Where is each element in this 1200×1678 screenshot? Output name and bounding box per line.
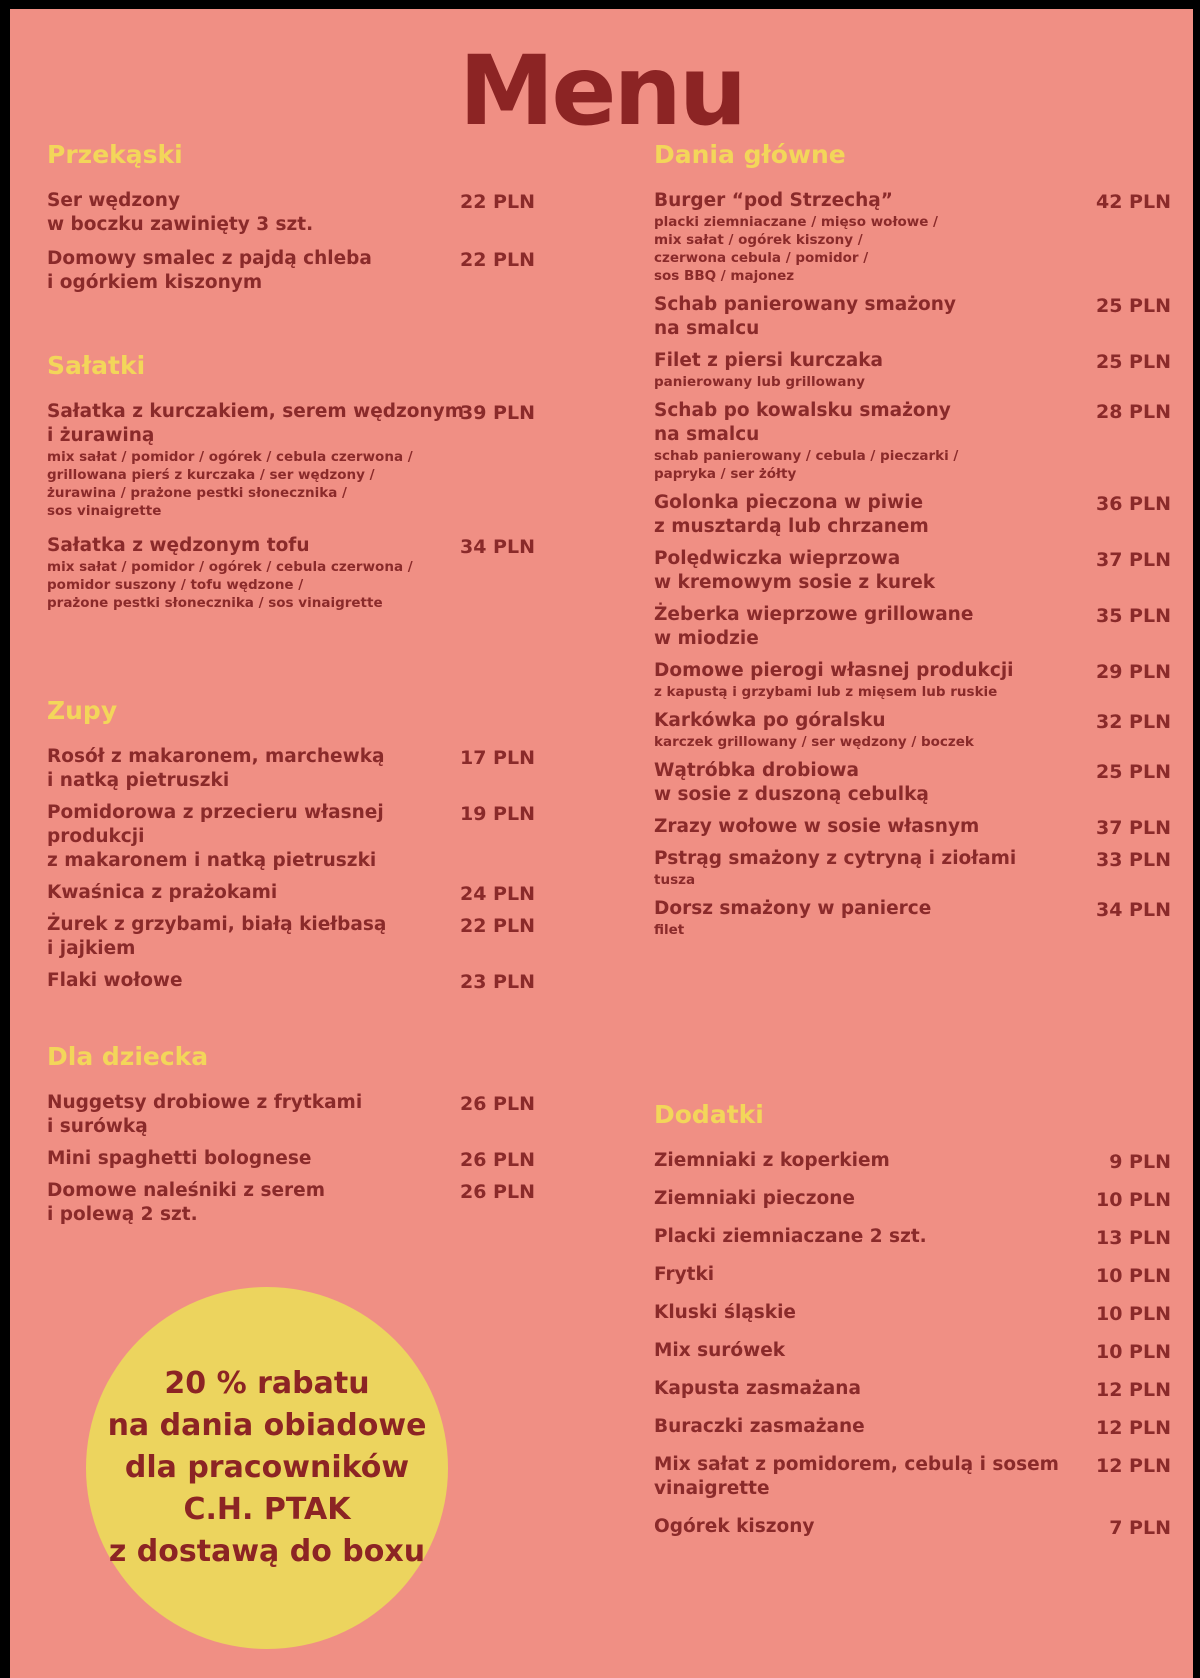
item-description: panierowany lub grillowany [654, 374, 865, 390]
menu-item [47, 400, 567, 520]
item-price: 12 PLN [1096, 1455, 1171, 1477]
menu-item [654, 1187, 1169, 1211]
item-price: 9 PLN [1109, 1151, 1171, 1173]
item-name: Schab panierowany smażony na smalcu [654, 294, 956, 339]
item-name: Placki ziemniaczane 2 szt. [654, 1226, 927, 1247]
menu-item [47, 247, 567, 295]
item-price: 29 PLN [1096, 661, 1171, 683]
menu-item [654, 1415, 1169, 1439]
item-price: 19 PLN [460, 803, 535, 825]
menu-item [654, 709, 1169, 751]
item-name: Ogórek kiszony [654, 1516, 815, 1537]
menu-item [654, 1263, 1169, 1287]
item-price: 25 PLN [1096, 351, 1171, 373]
item-description: mix sałat / pomidor / ogórek / cebula czerwona / grillowana pierś z kurczaka / ser wędzony / żurawina / prażone pestki słonecznika / sos vinaigrette [47, 449, 413, 519]
menu-item [47, 745, 567, 793]
section-title: Sałatki [47, 351, 146, 380]
menu-title: Menu [458, 35, 745, 147]
item-price: 39 PLN [460, 402, 535, 424]
item-name: Domowy smalec z pajdą chleba i ogórkiem kiszonym [47, 248, 372, 293]
menu-item [47, 1091, 567, 1139]
menu-item [47, 801, 567, 873]
menu-item [654, 603, 1169, 651]
item-name: Domowe pierogi własnej produkcji [654, 660, 1014, 681]
menu-item [47, 189, 567, 237]
section-zupy [47, 698, 567, 1001]
menu-item [654, 1301, 1169, 1325]
item-price: 34 PLN [460, 536, 535, 558]
menu-item [654, 349, 1169, 391]
item-name: Domowe naleśniki z serem i polewą 2 szt. [47, 1180, 325, 1225]
item-name: Ser wędzony w boczku zawinięty 3 szt. [47, 190, 314, 235]
item-price: 42 PLN [1096, 191, 1171, 213]
item-name: Ziemniaki z koperkiem [654, 1150, 890, 1171]
item-name: Dorsz smażony w panierce [654, 898, 932, 919]
item-name: Filet z piersi kurczaka [654, 350, 884, 371]
menu-item [47, 534, 567, 612]
items-list [47, 745, 567, 993]
menu-item [654, 1225, 1169, 1249]
menu-item [654, 1339, 1169, 1363]
item-price: 25 PLN [1096, 761, 1171, 783]
item-name: Buraczki zasmażane [654, 1416, 865, 1437]
menu-item [654, 491, 1169, 539]
item-name: Pomidorowa z przecieru własnej produkcji z makaronem i natką pietruszki [47, 802, 384, 871]
items-list [654, 1149, 1169, 1539]
item-name: Ziemniaki pieczone [654, 1188, 855, 1209]
menu-item [47, 913, 567, 961]
section-salatki [47, 353, 567, 626]
item-price: 37 PLN [1096, 549, 1171, 571]
menu-item [654, 293, 1169, 341]
item-price: 33 PLN [1096, 849, 1171, 871]
section-dla-dziecka [47, 1044, 567, 1235]
item-description: tusza [654, 872, 696, 888]
menu-page [10, 9, 1193, 1678]
section-przekaski [47, 142, 567, 305]
item-price: 36 PLN [1096, 493, 1171, 515]
item-name: Żurek z grzybami, białą kiełbasą i jajkiem [47, 914, 387, 959]
section-title: Dla dziecka [47, 1042, 209, 1071]
item-name: Burger “pod Strzechą” [654, 190, 893, 211]
item-description: z kapustą i grzybami lub z mięsem lub ruskie [654, 684, 998, 700]
item-price: 22 PLN [460, 915, 535, 937]
menu-item [47, 969, 567, 993]
section-dodatki [654, 1102, 1169, 1553]
promo-text: 20 % rabatu na dania obiadowe dla pracowników C.H. PTAK z dostawą do boxu [107, 1366, 427, 1569]
menu-item [654, 1377, 1169, 1401]
item-price: 26 PLN [460, 1093, 535, 1115]
item-price: 23 PLN [460, 971, 535, 993]
item-price: 24 PLN [460, 883, 535, 905]
item-name: Sałatka z kurczakiem, serem wędzonym i żurawiną [47, 401, 464, 446]
item-name: Flaki wołowe [47, 970, 183, 991]
item-name: Golonka pieczona w piwie z musztardą lub chrzanem [654, 492, 929, 537]
section-title: Zupy [47, 696, 118, 725]
item-price: 10 PLN [1096, 1189, 1171, 1211]
item-name: Karkówka po góralsku [654, 710, 886, 731]
item-name: Mix surówek [654, 1340, 786, 1361]
item-name: Żeberka wieprzowe grillowane w miodzie [654, 604, 974, 649]
promo-badge [86, 1287, 448, 1649]
item-price: 26 PLN [460, 1149, 535, 1171]
item-price: 17 PLN [460, 747, 535, 769]
item-price: 25 PLN [1096, 295, 1171, 317]
item-price: 13 PLN [1096, 1227, 1171, 1249]
item-price: 32 PLN [1096, 711, 1171, 733]
item-price: 37 PLN [1096, 817, 1171, 839]
item-name: Sałatka z wędzonym tofu [47, 535, 310, 556]
menu-item [654, 1149, 1169, 1173]
item-name: Rosół z makaronem, marchewką i natką pietruszki [47, 746, 385, 791]
menu-item [654, 659, 1169, 701]
menu-item [654, 847, 1169, 889]
item-description: mix sałat / pomidor / ogórek / cebula czerwona / pomidor suszony / tofu wędzone / prażone pestki słonecznika / sos vinaigrette [47, 559, 413, 611]
item-description: filet [654, 922, 685, 938]
items-list [47, 189, 567, 295]
item-name: Wątróbka drobiowa w sosie z duszoną cebulką [654, 760, 929, 805]
menu-item [654, 759, 1169, 807]
item-description: placki ziemniaczane / mięso wołowe / mix sałat / ogórek kiszony / czerwona cebula / pomidor / sos BBQ / majonez [654, 214, 938, 284]
item-price: 22 PLN [460, 191, 535, 213]
section-title: Dodatki [654, 1100, 764, 1129]
item-name: Polędwiczka wieprzowa w kremowym sosie z kurek [654, 548, 936, 593]
menu-item [654, 1453, 1169, 1501]
item-name: Nuggetsy drobiowe z frytkami i surówką [47, 1092, 363, 1137]
item-description: karczek grillowany / ser wędzony / boczek [654, 734, 974, 750]
items-list [654, 189, 1169, 939]
menu-item [654, 897, 1169, 939]
item-price: 28 PLN [1096, 401, 1171, 423]
menu-item [654, 399, 1169, 483]
items-list [47, 1091, 567, 1227]
item-price: 10 PLN [1096, 1341, 1171, 1363]
menu-item [654, 189, 1169, 285]
item-name: Mini spaghetti bolognese [47, 1148, 312, 1169]
item-name: Zrazy wołowe w sosie własnym [654, 816, 980, 837]
item-price: 35 PLN [1096, 605, 1171, 627]
item-name: Kluski śląskie [654, 1302, 796, 1323]
menu-item [47, 1147, 567, 1171]
item-name: Mix sałat z pomidorem, cebulą i sosem vinaigrette [654, 1454, 1059, 1499]
menu-item [654, 1515, 1169, 1539]
item-price: 10 PLN [1096, 1303, 1171, 1325]
menu-item [47, 1179, 567, 1227]
item-name: Pstrąg smażony z cytryną i ziołami [654, 848, 1017, 869]
item-price: 7 PLN [1109, 1517, 1171, 1539]
item-price: 22 PLN [460, 249, 535, 271]
item-name: Schab po kowalsku smażony na smalcu [654, 400, 951, 445]
item-name: Frytki [654, 1264, 715, 1285]
section-dania-glowne [654, 142, 1169, 947]
item-price: 26 PLN [460, 1181, 535, 1203]
items-list [47, 400, 567, 612]
section-title: Przekąski [47, 140, 183, 169]
item-price: 10 PLN [1096, 1265, 1171, 1287]
section-title: Dania główne [654, 140, 846, 169]
item-price: 12 PLN [1096, 1379, 1171, 1401]
item-description: schab panierowany / cebula / pieczarki / papryka / ser żółty [654, 448, 959, 482]
menu-item [47, 881, 567, 905]
menu-item [654, 547, 1169, 595]
item-price: 12 PLN [1096, 1417, 1171, 1439]
menu-item [654, 815, 1169, 839]
item-name: Kapusta zasmażana [654, 1378, 861, 1399]
item-price: 34 PLN [1096, 899, 1171, 921]
item-name: Kwaśnica z prażokami [47, 882, 278, 903]
